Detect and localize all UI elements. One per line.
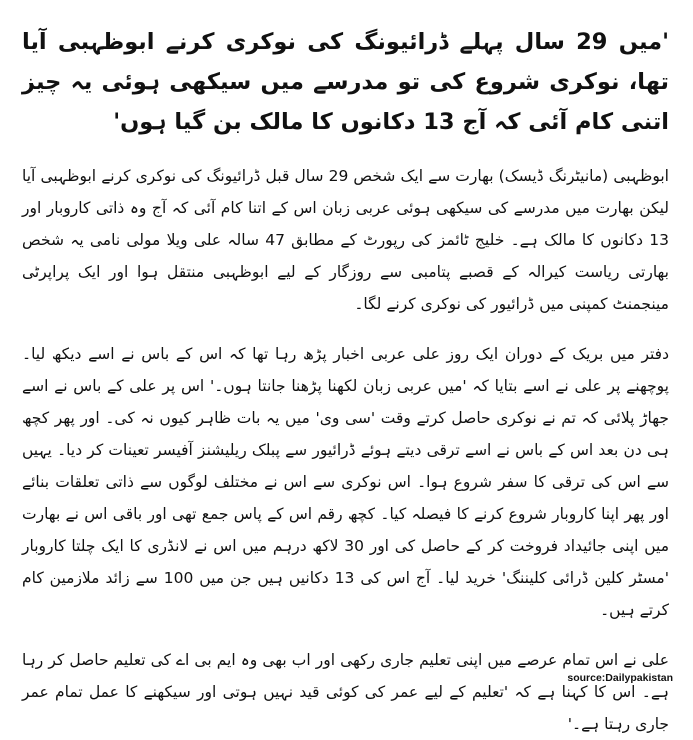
article-paragraph-education: علی نے اس تمام عرصے میں اپنی تعلیم جاری رکھی اور اب بھی وہ ایم بی اے کی تعلیم حاصل کر رہا ہے۔ اس کا کہنا ہے کہ 'تعلیم کے لیے عمر کی کوئی قید نہیں ہوتی اور سیکھنے کا عمل تمام عمر جاری رہتا ہے۔' — [22, 651, 669, 733]
article-headline: 'میں 29 سال پہلے ڈرائیونگ کی نوکری کرنے ابوظہبی آیا تھا، نوکری شروع کی تو مدرسے میں سیکھی ہوئی یہ چیز اتنی کام آئی کہ آج 13 دکانوں کا مالک بن گیا ہوں' — [22, 29, 669, 135]
article-paragraph-story: دفتر میں بریک کے دوران ایک روز علی عربی اخبار پڑھ رہا تھا کہ اس کے باس نے اسے دیکھ لیا۔ پوچھنے پر علی نے اسے بتایا کہ 'میں عربی زبان لکھنا پڑھنا جانتا ہوں۔' اس پر علی کے باس نے اسے جھاڑ پلائی کہ تم نے نوکری حاصل کرتے وقت 'سی وی' میں یہ بات ظاہر کیوں نہ کی۔ اور پھر کچھ ہی دن بعد اس کے باس نے اسے ترقی دیتے ہوئے ڈرائیور سے پبلک ریلیشنز آفیسر تعینات کر دیا۔ یہیں سے اس کی ترقی کا سفر شروع ہوا۔ اس نوکری سے اس نے مختلف لوگوں سے ذاتی تعلقات بنائے اور پھر اپنا کاروبار شروع کرنے کا فیصلہ کیا۔ کچھ رقم اس کے پاس جمع تھی اور باقی اس نے بھارت میں اپنی جائیداد فروخت کر کے حاصل کی اور 30 لاکھ درہم میں اس نے لانڈری کا ایک چلتا کاروبار 'مسٹر کلین ڈرائی کلیننگ' خرید لیا۔ آج اس کی 13 دکانیں ہیں جن میں 100 سے زائد ملازمین کام کرتے ہیں۔ — [22, 345, 669, 619]
source-credit: source:Dailypakistan — [567, 672, 673, 684]
article-paragraph-intro: ابوظہبی (مانیٹرنگ ڈیسک) بھارت سے ایک شخص 29 سال قبل ڈرائیونگ کی نوکری کرنے ابوظہبی آیا لیکن بھارت میں مدرسے کی سیکھی ہوئی عربی زبان اس کے اتنا کام آئی کہ آج وہ ذاتی کاروبار اور 13 دکانوں کا مالک ہے۔ خلیج ٹائمز کی رپورٹ کے مطابق 47 سالہ علی ویلا مولی نامی یہ شخص بھارتی ریاست کیرالہ کے قصبے پتامبی سے روزگار کے لیے ابوظہبی منتقل ہوا اور ایک پراپرٹی مینجمنٹ کمپنی میں ڈرائیور کی نوکری کرنے لگا۔ — [22, 167, 669, 313]
